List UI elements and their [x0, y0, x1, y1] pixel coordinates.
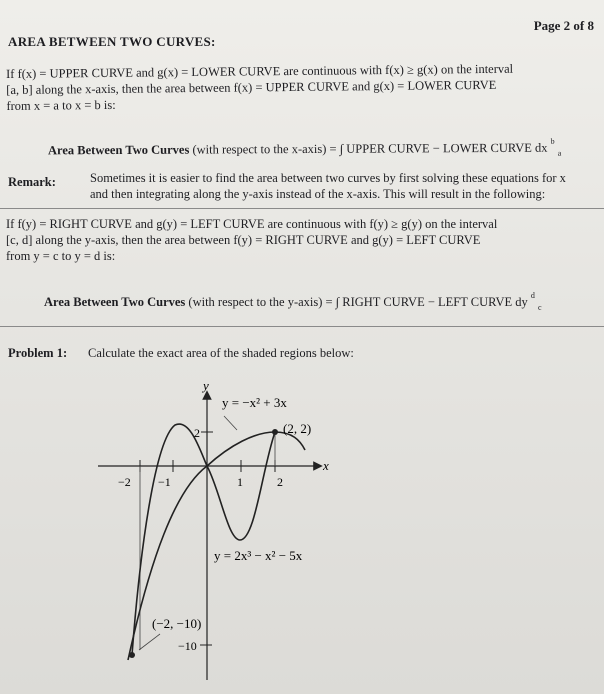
y-line-1: If f(y) = RIGHT CURVE and g(y) = LEFT CURVE are continuous with f(y) ≥ g(y) on the interval [6, 217, 498, 231]
y-axis-label: y [203, 378, 209, 393]
formula-y-rhs: = ∫ RIGHT CURVE − LEFT CURVE dy [325, 295, 528, 309]
remark-line-2: and then integrating along the y-axis instead of the x-axis. This will result in the following: [90, 187, 546, 201]
remark-line-1: Sometimes it is easier to find the area between two curves by first solving these equations for x [90, 171, 566, 185]
intro-line-3: from x = a to x = b is: [6, 97, 116, 113]
lower-curve-equation: y = 2x³ − x² − 5x [214, 548, 303, 563]
tick-label-neg1: −1 [158, 475, 171, 489]
x-axis-label: x [323, 458, 329, 473]
remark-label: Remark: [8, 175, 56, 189]
upper-curve-pointer [224, 416, 237, 430]
formula-y-upper: d [530, 291, 535, 300]
formula-y-lower: c [538, 303, 542, 312]
problem-label: Problem 1: [8, 346, 68, 360]
point-b-pointer [139, 634, 160, 650]
tick-label-y-neg10: −10 [178, 639, 197, 653]
tick-label-1: 1 [237, 475, 243, 489]
y-line-3: from y = c to y = d is: [6, 249, 116, 263]
point-2-2-label: (2, 2) [283, 421, 312, 436]
intro-line-1: If f(x) = UPPER CURVE and g(x) = LOWER CURVE are continuous with f(x) ≥ g(x) on the interval [6, 61, 514, 81]
tick-label-y2: 2 [194, 426, 200, 440]
formula-x-rhs: = ∫ UPPER CURVE − LOWER CURVE dx [329, 140, 548, 156]
y-line-2: [c, d] along the y-axis, then the area between f(y) = RIGHT CURVE and g(y) = LEFT CURVE [6, 233, 481, 247]
intro-line-2: [a, b] along the x-axis, then the area between f(x) = UPPER CURVE and g(x) = LOWER CURVE [6, 77, 497, 97]
tick-label-neg2: −2 [118, 475, 131, 489]
formula-y-wrt: (with respect to the y-axis) [188, 295, 323, 309]
formula-x-wrt: (with respect to the x-axis) [192, 141, 327, 157]
point-neg2-neg10 [129, 652, 135, 658]
tick-label-2: 2 [277, 475, 283, 489]
page-number: Page 2 of 8 [533, 18, 594, 33]
formula-x-upper: b [550, 136, 555, 146]
point-neg2-neg10-label: (−2, −10) [152, 616, 202, 631]
formula-x-lower: a [557, 148, 562, 158]
upper-curve-equation: y = −x² + 3x [222, 395, 287, 410]
formula-y-label: Area Between Two Curves [44, 295, 186, 309]
point-2-2 [272, 429, 278, 435]
page-title: AREA BETWEEN TWO CURVES: [8, 34, 216, 49]
formula-x-label: Area Between Two Curves [47, 142, 190, 158]
problem-text: Calculate the exact area of the shaded regions below: [88, 346, 354, 360]
